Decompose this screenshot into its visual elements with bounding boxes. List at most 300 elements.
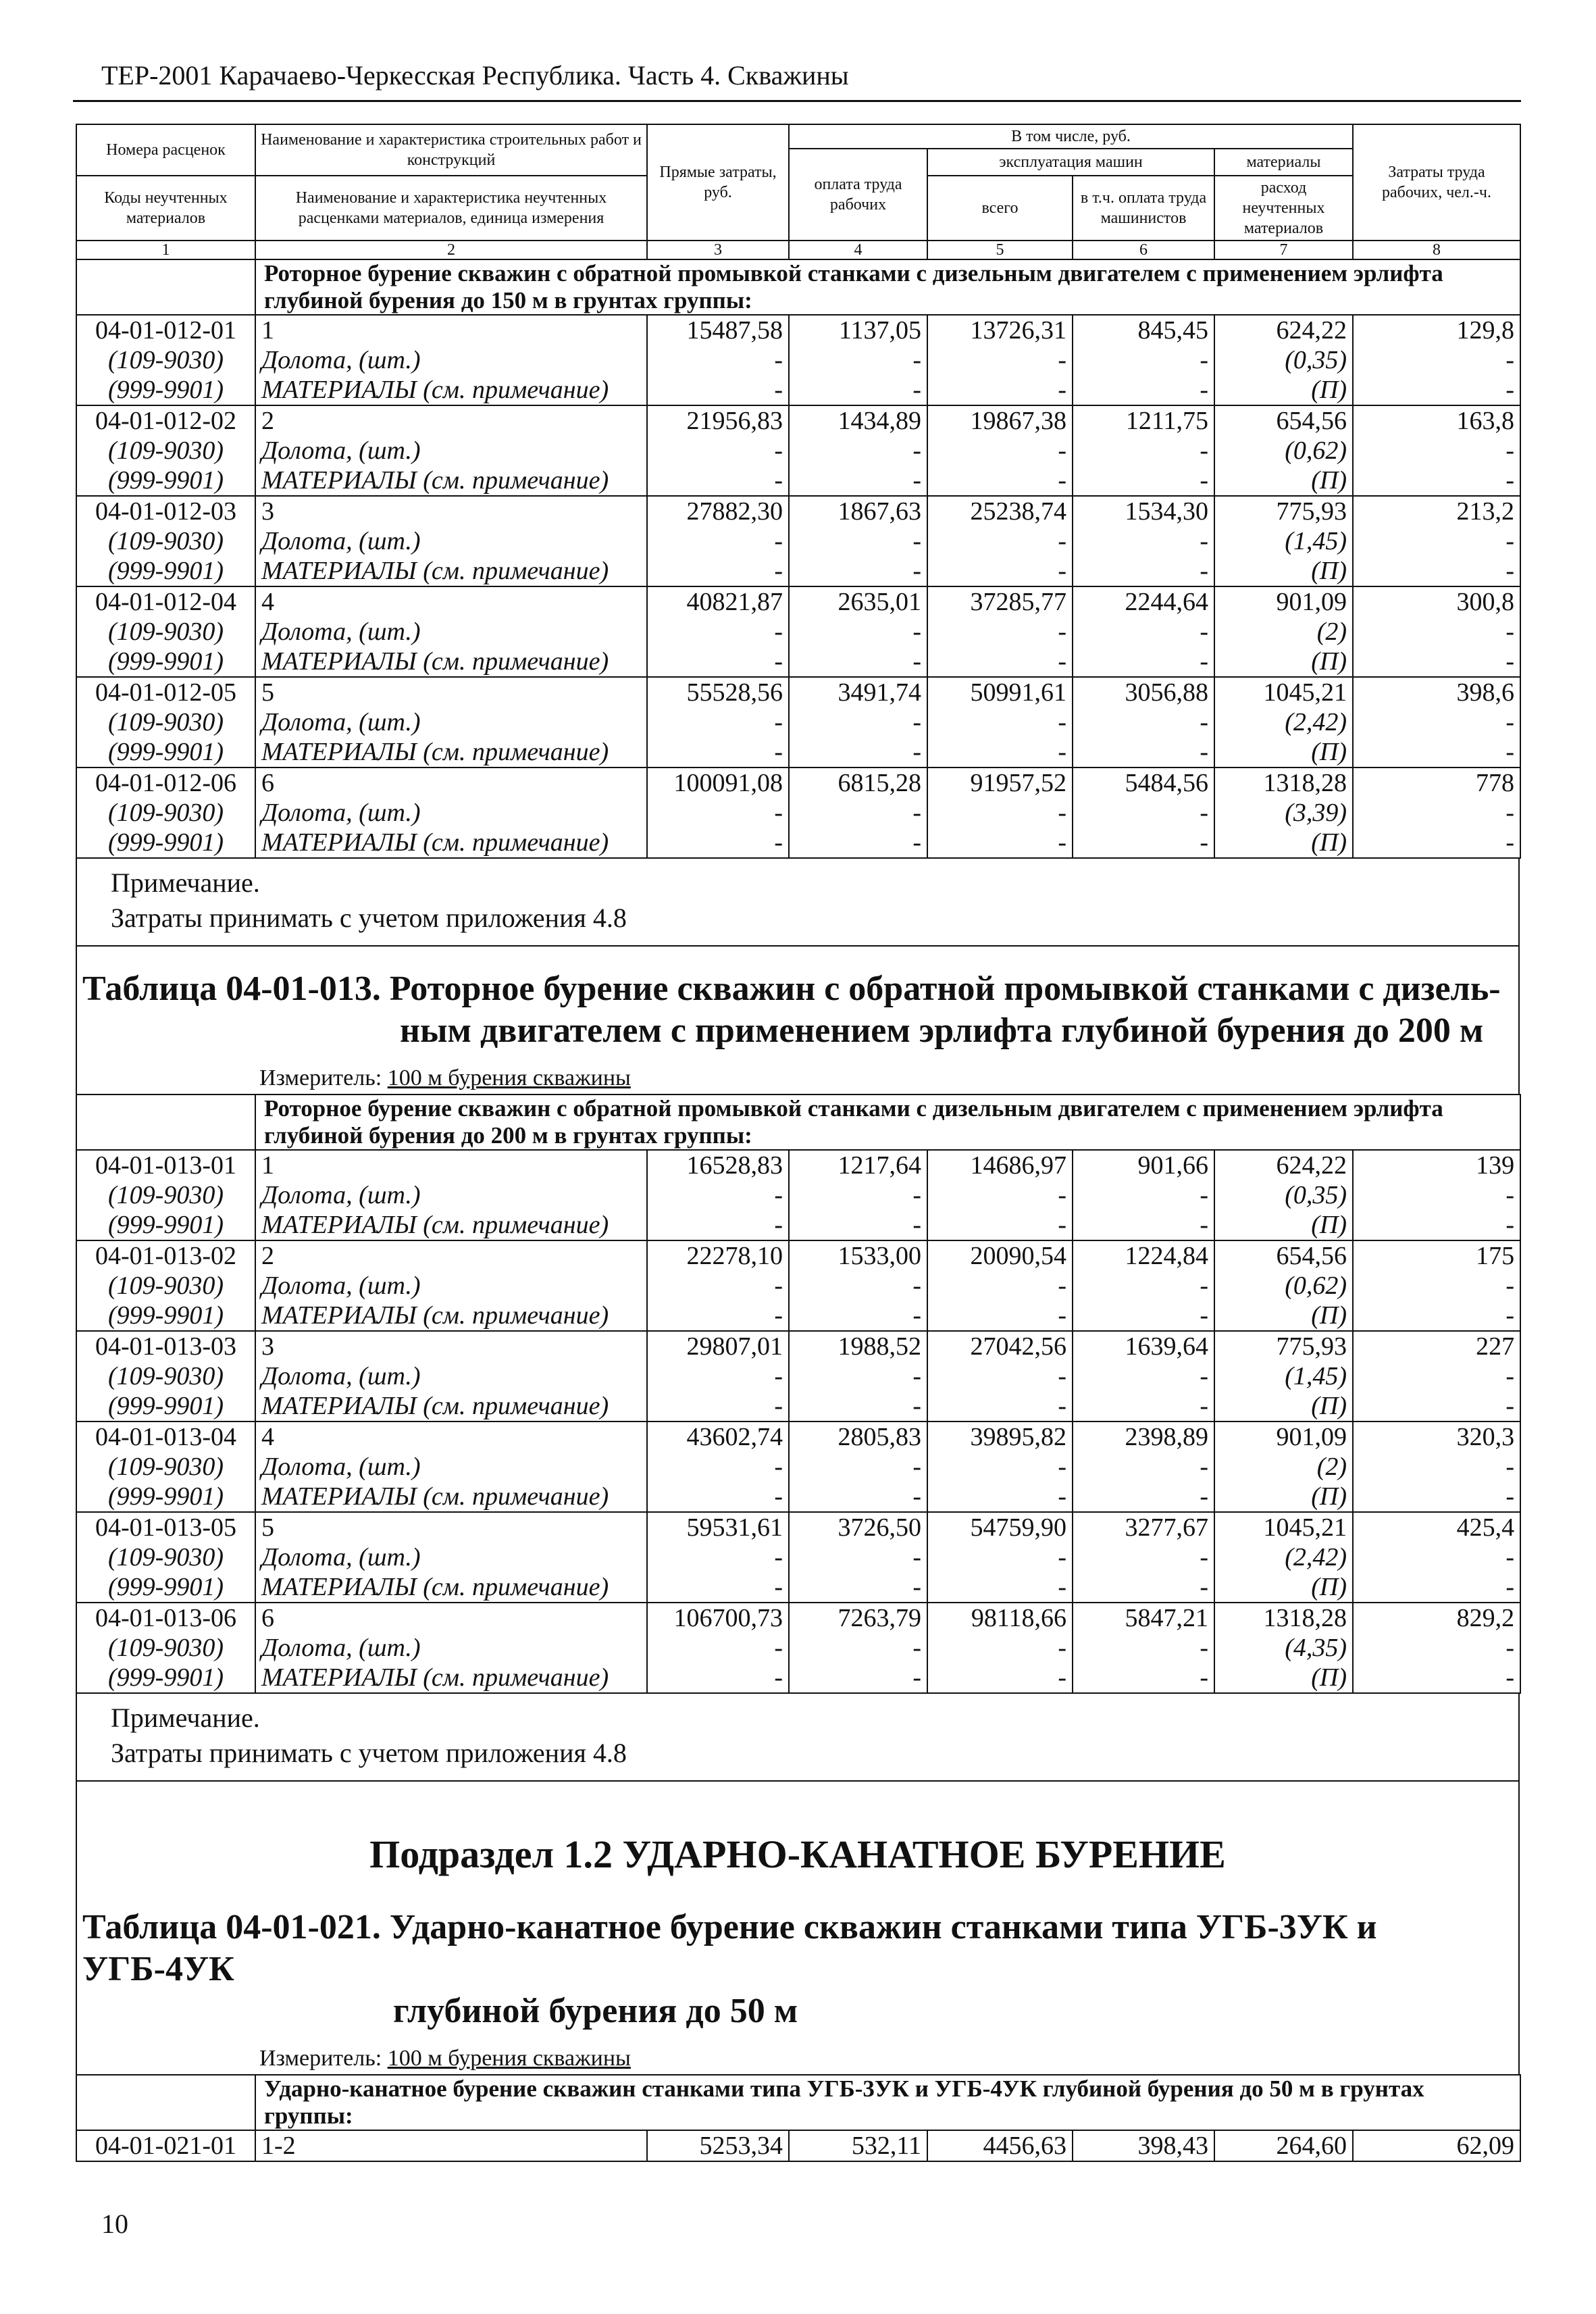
- dash-cell: -: [789, 737, 927, 768]
- dash-cell: -: [1073, 617, 1214, 647]
- machines-total: 37285,77: [927, 586, 1073, 617]
- dash-cell: -: [647, 647, 789, 677]
- measure-value: 100 м бурения скважины: [387, 1065, 631, 1090]
- dash-cell: -: [1353, 1542, 1520, 1572]
- dash-cell: -: [1073, 466, 1214, 496]
- materials: 654,56: [1214, 405, 1353, 436]
- material-usage: (0,62): [1214, 1271, 1353, 1301]
- dash-cell: -: [1073, 707, 1214, 737]
- machines-total: 50991,61: [927, 677, 1073, 707]
- material-row: [76, 436, 1520, 466]
- dash-cell: -: [647, 707, 789, 737]
- dash-cell: -: [927, 1361, 1073, 1391]
- dash-cell: -: [927, 1482, 1073, 1512]
- material-code: (999-9901): [76, 1482, 255, 1512]
- dash-cell: -: [647, 526, 789, 556]
- material-usage: (1,45): [1214, 1361, 1353, 1391]
- material-code: (109-9030): [76, 1271, 255, 1301]
- dash-cell: -: [647, 1180, 789, 1210]
- rate-row: [76, 1512, 1520, 1542]
- dash-cell: -: [1353, 375, 1520, 405]
- material-code: (999-9901): [76, 466, 255, 496]
- direct-costs: 29807,01: [647, 1331, 789, 1361]
- dash-cell: -: [647, 1452, 789, 1482]
- worker-pay: 2635,01: [789, 586, 927, 617]
- rate-code: 04-01-012-01: [76, 315, 255, 345]
- header-cell-rates: Номера расценок: [76, 124, 255, 176]
- labor-costs: 320,3: [1353, 1422, 1520, 1452]
- dash-cell: -: [789, 828, 927, 858]
- note-block-013: [76, 1694, 1520, 1782]
- dash-cell: -: [927, 798, 1073, 828]
- material-name: Долота, (шт.): [255, 1180, 647, 1210]
- material-code: (109-9030): [76, 707, 255, 737]
- dash-cell: -: [647, 1210, 789, 1240]
- dash-cell: -: [789, 1482, 927, 1512]
- machines-total: 4456,63: [927, 2130, 1073, 2161]
- labor-costs: 829,2: [1353, 1603, 1520, 1633]
- material-row: [76, 1391, 1520, 1422]
- measure-021: [76, 2032, 1520, 2074]
- dash-cell: -: [789, 375, 927, 405]
- material-name: МАТЕРИАЛЫ (см. примечание): [255, 737, 647, 768]
- material-row: [76, 1361, 1520, 1391]
- material-usage: (П): [1214, 556, 1353, 586]
- material-name: МАТЕРИАЛЫ (см. примечание): [255, 1391, 647, 1422]
- soil-group: 3: [255, 496, 647, 526]
- material-name: Долота, (шт.): [255, 526, 647, 556]
- dash-cell: -: [789, 1633, 927, 1663]
- material-usage: (П): [1214, 647, 1353, 677]
- dash-cell: -: [647, 1391, 789, 1422]
- dash-cell: -: [927, 1391, 1073, 1422]
- soil-group: 1: [255, 1150, 647, 1180]
- dash-cell: -: [647, 1361, 789, 1391]
- dash-cell: -: [1353, 1180, 1520, 1210]
- dash-cell: -: [1353, 707, 1520, 737]
- dash-cell: -: [647, 798, 789, 828]
- material-name: Долота, (шт.): [255, 1361, 647, 1391]
- materials: 1318,28: [1214, 1603, 1353, 1633]
- operator-pay: 1534,30: [1073, 496, 1214, 526]
- rate-rows-013: [76, 1150, 1520, 1693]
- header-rule: [73, 100, 1521, 102]
- dash-cell: -: [1073, 1542, 1214, 1572]
- dash-cell: -: [927, 828, 1073, 858]
- header-cell-material-names: Наименование и характеристика неучтенных расценками материалов, единица измерения: [255, 176, 647, 241]
- material-code: (999-9901): [76, 828, 255, 858]
- direct-costs: 100091,08: [647, 768, 789, 798]
- machines-total: 27042,56: [927, 1331, 1073, 1361]
- rate-code: 04-01-013-02: [76, 1240, 255, 1271]
- direct-costs: 16528,83: [647, 1150, 789, 1180]
- dash-cell: -: [1353, 798, 1520, 828]
- material-code: (109-9030): [76, 1452, 255, 1482]
- material-row: [76, 466, 1520, 496]
- material-usage: (0,35): [1214, 1180, 1353, 1210]
- materials: 901,09: [1214, 1422, 1353, 1452]
- labor-costs: 227: [1353, 1331, 1520, 1361]
- soil-group: 6: [255, 768, 647, 798]
- material-name: МАТЕРИАЛЫ (см. примечание): [255, 1210, 647, 1240]
- material-code: (999-9901): [76, 1391, 255, 1422]
- dash-cell: -: [1353, 1482, 1520, 1512]
- dash-cell: -: [647, 828, 789, 858]
- materials: 654,56: [1214, 1240, 1353, 1271]
- dash-cell: -: [647, 1271, 789, 1301]
- material-row: [76, 1633, 1520, 1663]
- direct-costs: 43602,74: [647, 1422, 789, 1452]
- worker-pay: 1217,64: [789, 1150, 927, 1180]
- material-name: Долота, (шт.): [255, 1271, 647, 1301]
- material-code: (109-9030): [76, 1633, 255, 1663]
- dash-cell: -: [1073, 1361, 1214, 1391]
- dash-cell: -: [647, 556, 789, 586]
- dash-cell: -: [647, 436, 789, 466]
- material-name: Долота, (шт.): [255, 798, 647, 828]
- table-title-line: Таблица 04-01-013. Роторное бурение скважин с обратной промывкой станками с дизель-: [82, 970, 1501, 1008]
- operator-pay: 3277,67: [1073, 1512, 1214, 1542]
- direct-costs: 59531,61: [647, 1512, 789, 1542]
- direct-costs: 106700,73: [647, 1603, 789, 1633]
- dash-cell: -: [1073, 375, 1214, 405]
- worker-pay: 2805,83: [789, 1422, 927, 1452]
- worker-pay: 1867,63: [789, 496, 927, 526]
- soil-group: 5: [255, 677, 647, 707]
- table-title-021: [76, 1904, 1520, 2032]
- dash-cell: -: [789, 1180, 927, 1210]
- machines-total: 20090,54: [927, 1240, 1073, 1271]
- column-number: 8: [1353, 241, 1520, 259]
- dash-cell: -: [1353, 1391, 1520, 1422]
- dash-cell: -: [927, 1301, 1073, 1331]
- dash-cell: -: [927, 1633, 1073, 1663]
- rate-rows-012: [76, 315, 1520, 858]
- material-code: (999-9901): [76, 1210, 255, 1240]
- materials: 1045,21: [1214, 1512, 1353, 1542]
- dash-cell: -: [927, 556, 1073, 586]
- dash-cell: -: [927, 466, 1073, 496]
- soil-group: 5: [255, 1512, 647, 1542]
- subsection-title: Подраздел 1.2 УДАРНО-КАНАТНОЕ БУРЕНИЕ: [76, 1782, 1520, 1904]
- soil-group: 4: [255, 1422, 647, 1452]
- dash-cell: -: [927, 707, 1073, 737]
- dash-cell: -: [789, 617, 927, 647]
- header-cell-material-codes: Коды неучтенных материалов: [76, 176, 255, 241]
- material-usage: (0,62): [1214, 436, 1353, 466]
- operator-pay: 1224,84: [1073, 1240, 1214, 1271]
- header-cell-material-usage: расход неучтенных материалов: [1214, 176, 1353, 241]
- dash-cell: -: [1353, 1301, 1520, 1331]
- material-row: [76, 1663, 1520, 1693]
- material-row: [76, 1572, 1520, 1603]
- table-04-01-013: [76, 1094, 1521, 1694]
- measure-label: Измеритель:: [259, 1065, 382, 1090]
- material-usage: (П): [1214, 1572, 1353, 1603]
- direct-costs: 21956,83: [647, 405, 789, 436]
- rate-code: 04-01-012-06: [76, 768, 255, 798]
- worker-pay: 1434,89: [789, 405, 927, 436]
- material-code: (109-9030): [76, 1542, 255, 1572]
- labor-costs: 62,09: [1353, 2130, 1520, 2161]
- header-cell-operator-pay: в т.ч. оплата труда машинистов: [1073, 176, 1214, 241]
- material-name: Долота, (шт.): [255, 1633, 647, 1663]
- worker-pay: 3726,50: [789, 1512, 927, 1542]
- dash-cell: -: [1353, 737, 1520, 768]
- dash-cell: -: [927, 617, 1073, 647]
- material-usage: (2): [1214, 617, 1353, 647]
- material-row: [76, 1482, 1520, 1512]
- dash-cell: -: [647, 617, 789, 647]
- materials: 1318,28: [1214, 768, 1353, 798]
- material-row: [76, 647, 1520, 677]
- material-code: (999-9901): [76, 375, 255, 405]
- labor-costs: 213,2: [1353, 496, 1520, 526]
- table-title-line: глубиной бурения до 50 м: [393, 1992, 798, 2030]
- material-code: (109-9030): [76, 1180, 255, 1210]
- dash-cell: -: [1353, 617, 1520, 647]
- dash-cell: -: [1073, 1210, 1214, 1240]
- header-cell-worker-pay: оплата труда рабочих: [789, 149, 927, 241]
- dash-cell: -: [927, 436, 1073, 466]
- measure-label: Измеритель:: [259, 2046, 382, 2071]
- dash-cell: -: [789, 707, 927, 737]
- dash-cell: -: [789, 466, 927, 496]
- header-cell-machines-total: всего: [927, 176, 1073, 241]
- material-name: МАТЕРИАЛЫ (см. примечание): [255, 1572, 647, 1603]
- material-code: (999-9901): [76, 647, 255, 677]
- dash-cell: -: [927, 1180, 1073, 1210]
- soil-group: 1-2: [255, 2130, 647, 2161]
- table-04-01-012: [76, 260, 1521, 314]
- material-row: [76, 828, 1520, 858]
- machines-total: 13726,31: [927, 315, 1073, 345]
- operator-pay: 2398,89: [1073, 1422, 1214, 1452]
- rate-code: 04-01-021-01: [76, 2130, 255, 2161]
- dash-cell: -: [1073, 556, 1214, 586]
- group-heading: Роторное бурение скважин с обратной промывкой станками с дизельным двигателем с применением эрлифта глубиной бурения до 150 м в грунтах группы:: [255, 260, 1520, 314]
- materials: 775,93: [1214, 496, 1353, 526]
- rate-row: [76, 405, 1520, 436]
- header-cell-machines: эксплуатация машин: [927, 149, 1214, 176]
- worker-pay: 3491,74: [789, 677, 927, 707]
- material-usage: (П): [1214, 737, 1353, 768]
- materials: 1045,21: [1214, 677, 1353, 707]
- header-cell-materials: материалы: [1214, 149, 1353, 176]
- dash-cell: -: [1353, 1572, 1520, 1603]
- column-number: 4: [789, 241, 927, 259]
- material-code: (109-9030): [76, 526, 255, 556]
- direct-costs: 5253,34: [647, 2130, 789, 2161]
- column-number: 5: [927, 241, 1073, 259]
- dash-cell: -: [1353, 1633, 1520, 1663]
- direct-costs: 40821,87: [647, 586, 789, 617]
- worker-pay: 1137,05: [789, 315, 927, 345]
- dash-cell: -: [1073, 828, 1214, 858]
- note-text: Затраты принимать с учетом приложения 4.8: [111, 903, 627, 933]
- material-usage: (П): [1214, 1210, 1353, 1240]
- dash-cell: -: [1353, 556, 1520, 586]
- dash-cell: -: [647, 1572, 789, 1603]
- dash-cell: -: [647, 345, 789, 375]
- dash-cell: -: [789, 1572, 927, 1603]
- material-code: (109-9030): [76, 1361, 255, 1391]
- dash-cell: -: [1073, 1633, 1214, 1663]
- dash-cell: -: [927, 737, 1073, 768]
- rate-code: 04-01-012-03: [76, 496, 255, 526]
- rate-code: 04-01-013-01: [76, 1150, 255, 1180]
- material-usage: (2,42): [1214, 1542, 1353, 1572]
- material-row: [76, 1180, 1520, 1210]
- machines-total: 98118,66: [927, 1603, 1073, 1633]
- header-cell-direct-costs: Прямые затраты, руб.: [647, 124, 789, 241]
- dash-cell: -: [789, 798, 927, 828]
- dash-cell: -: [927, 1210, 1073, 1240]
- material-name: Долота, (шт.): [255, 707, 647, 737]
- material-usage: (2,42): [1214, 707, 1353, 737]
- labor-costs: 398,6: [1353, 677, 1520, 707]
- materials: 775,93: [1214, 1331, 1353, 1361]
- rate-code: 04-01-013-06: [76, 1603, 255, 1633]
- material-row: [76, 1210, 1520, 1240]
- material-code: (109-9030): [76, 345, 255, 375]
- dash-cell: -: [927, 1572, 1073, 1603]
- material-row: [76, 556, 1520, 586]
- operator-pay: 398,43: [1073, 2130, 1214, 2161]
- group-heading-row: [76, 2075, 1520, 2130]
- rate-code: 04-01-012-02: [76, 405, 255, 436]
- dash-cell: -: [789, 1301, 927, 1331]
- table-title-013: [76, 947, 1520, 1052]
- material-name: МАТЕРИАЛЫ (см. примечание): [255, 375, 647, 405]
- material-name: Долота, (шт.): [255, 1542, 647, 1572]
- dash-cell: -: [789, 436, 927, 466]
- rate-row: [76, 768, 1520, 798]
- column-number: 1: [76, 241, 255, 259]
- rate-row: [76, 677, 1520, 707]
- dash-cell: -: [789, 345, 927, 375]
- machines-total: 25238,74: [927, 496, 1073, 526]
- machines-total: 14686,97: [927, 1150, 1073, 1180]
- material-code: (999-9901): [76, 1572, 255, 1603]
- labor-costs: 778: [1353, 768, 1520, 798]
- rate-row: [76, 1422, 1520, 1452]
- dash-cell: -: [927, 1663, 1073, 1693]
- dash-cell: -: [1073, 436, 1214, 466]
- dash-cell: -: [1353, 526, 1520, 556]
- dash-cell: -: [927, 1452, 1073, 1482]
- material-row: [76, 375, 1520, 405]
- worker-pay: 532,11: [789, 2130, 927, 2161]
- material-usage: (П): [1214, 1391, 1353, 1422]
- material-usage: (П): [1214, 828, 1353, 858]
- dash-cell: -: [789, 1271, 927, 1301]
- direct-costs: 55528,56: [647, 677, 789, 707]
- material-row: [76, 1301, 1520, 1331]
- rate-row: [76, 315, 1520, 345]
- material-name: МАТЕРИАЛЫ (см. примечание): [255, 1482, 647, 1512]
- material-name: МАТЕРИАЛЫ (см. примечание): [255, 1663, 647, 1693]
- dash-cell: -: [789, 1663, 927, 1693]
- dash-cell: -: [927, 647, 1073, 677]
- dash-cell: -: [1073, 1572, 1214, 1603]
- material-usage: (2): [1214, 1452, 1353, 1482]
- operator-pay: 5847,21: [1073, 1603, 1214, 1633]
- column-number: 2: [255, 241, 647, 259]
- soil-group: 4: [255, 586, 647, 617]
- rate-code: 04-01-013-04: [76, 1422, 255, 1452]
- dash-cell: -: [1073, 798, 1214, 828]
- material-name: МАТЕРИАЛЫ (см. примечание): [255, 647, 647, 677]
- dash-cell: -: [789, 1452, 927, 1482]
- page-header: ТЕР-2001 Карачаево-Черкесская Республика. Часть 4. Скважины: [101, 60, 849, 91]
- rate-code: 04-01-013-05: [76, 1512, 255, 1542]
- dash-cell: -: [1353, 1271, 1520, 1301]
- dash-cell: -: [1353, 647, 1520, 677]
- material-name: Долота, (шт.): [255, 617, 647, 647]
- material-usage: (П): [1214, 1663, 1353, 1693]
- materials: 901,09: [1214, 586, 1353, 617]
- dash-cell: -: [647, 1482, 789, 1512]
- dash-cell: -: [1073, 1482, 1214, 1512]
- column-number: 7: [1214, 241, 1353, 259]
- dash-cell: -: [927, 345, 1073, 375]
- rate-code: 04-01-012-04: [76, 586, 255, 617]
- direct-costs: 15487,58: [647, 315, 789, 345]
- dash-cell: -: [647, 375, 789, 405]
- dash-cell: -: [647, 466, 789, 496]
- dash-cell: -: [789, 1542, 927, 1572]
- note-text: Затраты принимать с учетом приложения 4.8: [111, 1738, 627, 1768]
- material-usage: (1,45): [1214, 526, 1353, 556]
- labor-costs: 139: [1353, 1150, 1520, 1180]
- rate-row: [76, 2130, 1520, 2161]
- labor-costs: 175: [1353, 1240, 1520, 1271]
- machines-total: 19867,38: [927, 405, 1073, 436]
- labor-costs: 163,8: [1353, 405, 1520, 436]
- material-usage: (П): [1214, 466, 1353, 496]
- group-heading: Ударно-канатное бурение скважин станками типа УГБ-3УК и УГБ-4УК глубиной бурения до 50 м в грунтах группы:: [255, 2075, 1520, 2130]
- operator-pay: 2244,64: [1073, 586, 1214, 617]
- dash-cell: -: [1353, 436, 1520, 466]
- column-number: 6: [1073, 241, 1214, 259]
- dash-cell: -: [789, 1391, 927, 1422]
- dash-cell: -: [647, 1633, 789, 1663]
- column-number: 3: [647, 241, 789, 259]
- dash-cell: -: [647, 737, 789, 768]
- dash-cell: -: [1353, 1452, 1520, 1482]
- material-name: МАТЕРИАЛЫ (см. примечание): [255, 556, 647, 586]
- table-04-01-012-rows: [76, 314, 1521, 859]
- machines-total: 91957,52: [927, 768, 1073, 798]
- operator-pay: 901,66: [1073, 1150, 1214, 1180]
- material-name: МАТЕРИАЛЫ (см. примечание): [255, 828, 647, 858]
- soil-group: 6: [255, 1603, 647, 1633]
- rate-row: [76, 1150, 1520, 1180]
- dash-cell: -: [1353, 1210, 1520, 1240]
- table-04-01-021: [76, 2074, 1521, 2162]
- rate-code: 04-01-012-05: [76, 677, 255, 707]
- material-code: (999-9901): [76, 1301, 255, 1331]
- soil-group: 2: [255, 405, 647, 436]
- material-name: Долота, (шт.): [255, 1452, 647, 1482]
- note-title: Примечание.: [111, 867, 260, 898]
- labor-costs: 425,4: [1353, 1512, 1520, 1542]
- material-row: [76, 345, 1520, 375]
- machines-total: 39895,82: [927, 1422, 1073, 1452]
- worker-pay: 6815,28: [789, 768, 927, 798]
- dash-cell: -: [1353, 1361, 1520, 1391]
